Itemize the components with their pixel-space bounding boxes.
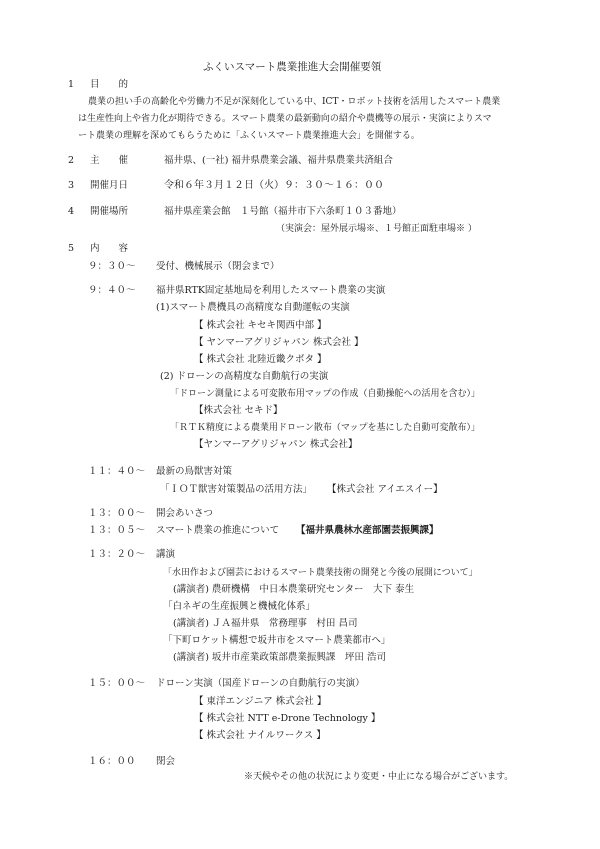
date-value: 令和６年３月１２日（火）９：３０〜１６：００ (164, 180, 384, 191)
purpose-line-1: 農業の担い手の高齢化や労働力不足が深刻化している中、ICT・ロボット技術を活用したスマート農業 (88, 97, 501, 107)
item-0940-group-1-company-3: 【 株式会社 北陸近畿クボタ 】 (194, 354, 327, 365)
item-1140-company: 【株式会社 アイエスイー】 (327, 484, 443, 495)
item-1305: スマート農業の推進について (156, 525, 280, 536)
lecture-1-title: 「水田作および園芸におけるスマート農業技術の開発と今後の展開について」 (163, 568, 478, 578)
section-5-number: 5 (68, 243, 75, 254)
item-1500-company-2: 【 株式会社 NTT e-Drone Technology 】 (194, 713, 381, 724)
item-1500-company-1: 【 東洋エンジニア 株式会社 】 (194, 696, 327, 707)
time-1320: １３：２０〜 (88, 549, 146, 560)
time-1300: １３：００〜 (88, 508, 146, 519)
document-title: ふくいスマート農業推進大会開催要領 (203, 61, 382, 73)
lecture-2-speaker: (講演者) ＪＡ福井県 常務理事 村田 昌司 (173, 618, 358, 629)
item-1320: 講演 (156, 549, 176, 560)
item-0940-group-2-title: (2) ドローンの高精度な自動航行の実演 (160, 371, 329, 382)
section-3-label: 開催月日 (90, 180, 129, 191)
purpose-line-3: ート農業の理解を深めてもらうために「ふくいスマート農業推進大会」を開催する。 (78, 131, 420, 141)
lecture-3-speaker: (講演者) 坂井市産業政策部農業振興課 坪田 浩司 (173, 652, 386, 663)
item-1305-organizer: 【福井県農林水産部園芸振興課】 (296, 525, 439, 536)
item-1500-company-3: 【 株式会社 ナイルワークス 】 (194, 730, 326, 741)
item-0930: 受付、機械展示（閉会まで） (156, 261, 280, 272)
time-1140: １１：４０〜 (88, 466, 146, 477)
item-0940-group-2-demo-a: 「ドローン測量による可変散布用マップの作成（自動操舵への活用を含む）」 (170, 389, 480, 399)
purpose-line-2: は生産性向上や省力化が期待できる。スマート農業の最新動向の紹介や農機等の展示・実演によりスマ (78, 114, 492, 124)
lecture-2-title: 「白ネギの生産振興と機械化体系」 (163, 601, 316, 612)
section-2-label: 主 催 (90, 155, 129, 166)
section-4-label: 開催場所 (90, 206, 129, 217)
section-2-number: 2 (68, 155, 75, 166)
item-1500: ドローン実演（国産ドローンの自動航行の実演） (156, 678, 365, 689)
venue-value: 福井県産業会館 １号館（福井市下六条町１０３番地） (164, 206, 402, 217)
time-1305: １３：０５〜 (88, 525, 146, 536)
section-1-number: 1 (68, 79, 75, 90)
time-1600: １６：００ (88, 756, 136, 767)
item-0940-group-2-demo-b: 「ＲＴＫ精度による農業用ドローン散布（マップを基にした自動可変散布）」 (170, 423, 480, 433)
item-0940: 福井県RTK固定基地局を利用したスマート農業の実演 (156, 285, 386, 296)
item-0940-group-2-demo-b-company: 【ヤンマーアグリジャパン 株式会社】 (194, 439, 358, 450)
time-0930: ９：３０〜 (88, 261, 136, 272)
item-0940-group-1-company-2: 【 ヤンマーアグリジャパン 株式会社 】 (194, 337, 364, 348)
footnote: ※天候やその他の状況により変更・中止になる場合がございます。 (244, 772, 514, 782)
item-0940-group-1-title: (1)スマート農機具の高精度な自動運転の実演 (156, 302, 350, 313)
time-0940: ９：４０〜 (88, 285, 136, 296)
section-5-label: 内 容 (90, 243, 129, 254)
item-0940-group-1-company-1: 【 株式会社 キセキ関西中部 】 (194, 320, 327, 331)
item-0940-group-2-demo-a-company: 【株式会社 セキド】 (194, 405, 283, 416)
host-value: 福井県、(一社) 福井県農業会議、福井県農業共済組合 (164, 155, 393, 166)
lecture-1-speaker: (講演者) 農研機構 中日本農業研究センター 大下 泰生 (173, 584, 415, 595)
item-1140: 最新の鳥獣害対策 (156, 466, 233, 477)
item-1600: 閉会 (156, 756, 176, 767)
lecture-3-title: 「下町ロケット構想で坂井市をスマート農業都市へ」 (163, 635, 391, 646)
section-3-number: 3 (68, 180, 75, 191)
section-1-label: 目 的 (90, 79, 129, 90)
venue-sub: （実演会：屋外展示場※、１号館正面駐車場※ ） (276, 224, 477, 234)
time-1500: １５：００〜 (88, 678, 146, 689)
item-1300: 開会あいさつ (156, 508, 214, 519)
item-1140-talk: 「ＩＯＴ獣害対策製品の活用方法」 (160, 484, 313, 495)
section-4-number: 4 (68, 206, 75, 217)
